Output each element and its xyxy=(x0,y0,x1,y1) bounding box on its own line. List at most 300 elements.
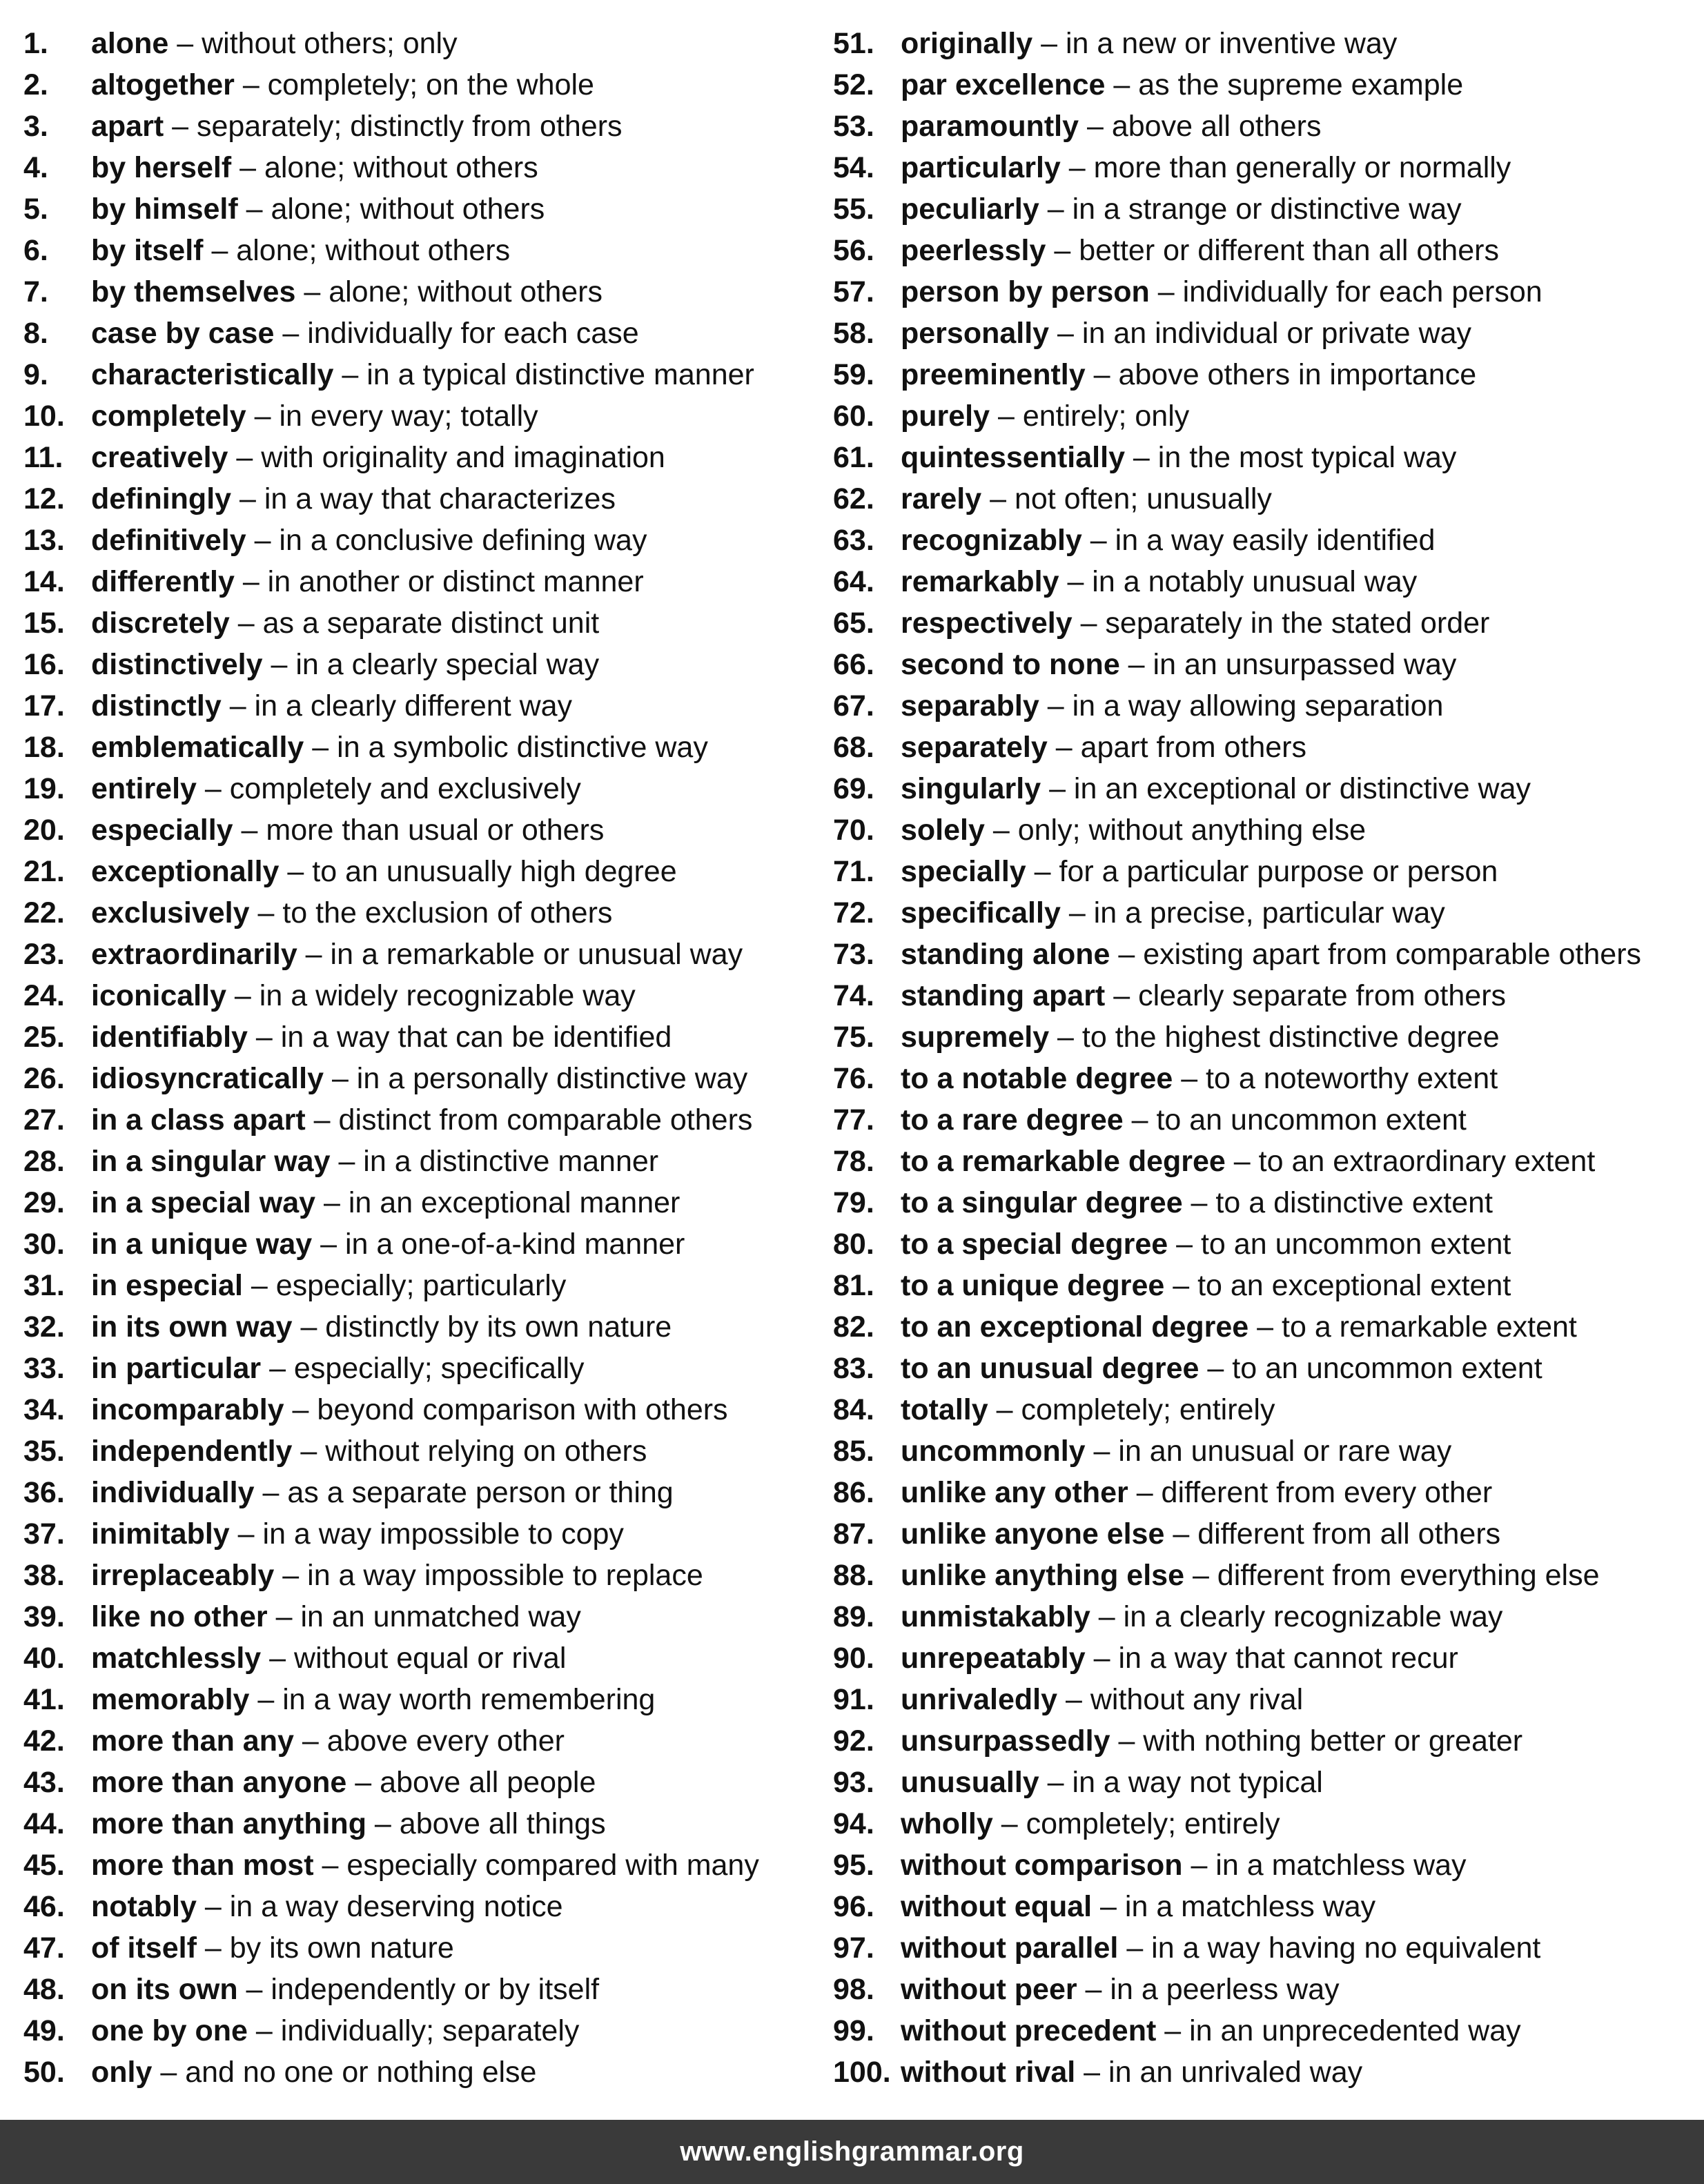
item-term: only xyxy=(91,2056,153,2089)
item-number: 67. xyxy=(833,689,874,722)
item-definition: – distinctly by its own nature xyxy=(292,1310,672,1344)
list-item xyxy=(833,271,1696,313)
list-item xyxy=(833,64,1696,106)
item-definition: – in a matchless way xyxy=(1092,1890,1376,1923)
item-number: 90. xyxy=(833,1642,874,1675)
list-item xyxy=(23,561,827,602)
item-number: 99. xyxy=(833,2014,874,2047)
item-term: without peer xyxy=(901,1973,1077,2006)
item-text xyxy=(901,313,1471,354)
list-item xyxy=(23,1927,827,1969)
list-item xyxy=(23,1058,827,1099)
item-term: by herself xyxy=(91,151,232,184)
item-text xyxy=(91,478,616,520)
item-term: solely xyxy=(901,814,985,847)
item-definition: – individually for each case xyxy=(274,317,639,350)
item-number: 54. xyxy=(833,151,874,184)
item-definition: – entirely; only xyxy=(990,400,1190,433)
item-definition: – separately; distinctly from others xyxy=(164,110,623,143)
item-text xyxy=(901,1596,1502,1637)
item-number: 65. xyxy=(833,607,874,640)
item-definition: – in a way having no equivalent xyxy=(1118,1931,1541,1965)
item-number: 37. xyxy=(23,1517,65,1551)
item-text xyxy=(91,188,545,230)
item-term: definingly xyxy=(91,482,232,515)
item-term: individually xyxy=(91,1476,255,1509)
item-term: to an exceptional degree xyxy=(901,1310,1249,1344)
list-item xyxy=(23,64,827,106)
list-item xyxy=(23,1430,827,1472)
item-term: exclusively xyxy=(91,896,250,929)
list-item xyxy=(23,975,827,1016)
item-text xyxy=(901,1223,1511,1265)
item-text xyxy=(91,395,538,437)
item-number: 36. xyxy=(23,1476,65,1509)
item-text xyxy=(91,934,743,975)
list-item xyxy=(23,768,827,809)
list-item xyxy=(23,934,827,975)
item-term: one by one xyxy=(91,2014,248,2047)
item-number: 12. xyxy=(23,482,65,515)
item-number: 69. xyxy=(833,772,874,805)
list-item xyxy=(23,602,827,644)
item-term: in its own way xyxy=(91,1310,293,1344)
list-item xyxy=(23,1513,827,1555)
item-text xyxy=(901,1637,1458,1679)
item-term: remarkably xyxy=(901,565,1059,598)
item-number: 81. xyxy=(833,1269,874,1302)
item-definition: – as a separate person or thing xyxy=(254,1476,674,1509)
item-text xyxy=(91,1265,566,1306)
item-text xyxy=(901,106,1321,147)
list-item xyxy=(23,2010,827,2052)
item-definition: – in a way impossible to copy xyxy=(229,1517,624,1551)
list-item xyxy=(23,1099,827,1141)
item-number: 92. xyxy=(833,1724,874,1758)
item-text xyxy=(91,271,603,313)
list-item xyxy=(23,2052,827,2093)
item-number: 85. xyxy=(833,1435,874,1468)
item-definition: – more than usual or others xyxy=(233,814,605,847)
item-text xyxy=(901,1389,1275,1430)
item-text xyxy=(901,271,1543,313)
item-term: unrivaledly xyxy=(901,1683,1058,1716)
item-definition: – in a way deserving notice xyxy=(196,1890,563,1923)
item-text xyxy=(901,1803,1280,1844)
list-item xyxy=(23,1389,827,1430)
footer-bar xyxy=(0,2120,1704,2184)
item-text xyxy=(901,1099,1467,1141)
list-item xyxy=(23,1141,827,1182)
item-text xyxy=(901,147,1511,188)
item-definition: – completely; entirely xyxy=(992,1807,1280,1840)
item-definition: – in a notably unusual way xyxy=(1059,565,1418,598)
item-term: paramountly xyxy=(901,110,1079,143)
item-text xyxy=(901,1016,1500,1058)
list-item xyxy=(833,1803,1696,1844)
list-item xyxy=(23,1637,827,1679)
item-definition: – to an uncommon extent xyxy=(1168,1228,1511,1261)
item-term: standing alone xyxy=(901,938,1110,971)
item-definition: – in a way impossible to replace xyxy=(274,1559,703,1592)
item-text xyxy=(91,1223,685,1265)
item-definition: – above all things xyxy=(366,1807,606,1840)
item-definition: – above all others xyxy=(1079,110,1322,143)
item-number: 29. xyxy=(23,1186,65,1219)
item-definition: – especially; specifically xyxy=(261,1352,585,1385)
item-number: 43. xyxy=(23,1766,65,1799)
item-text xyxy=(901,1720,1522,1762)
list-item xyxy=(833,1886,1696,1927)
item-definition: – existing apart from comparable others xyxy=(1110,938,1642,971)
item-term: in particular xyxy=(91,1352,262,1385)
item-definition: – in a peerless way xyxy=(1077,1973,1340,2006)
item-text xyxy=(901,1927,1540,1969)
item-number: 52. xyxy=(833,68,874,101)
item-number: 2. xyxy=(23,68,48,101)
list-item xyxy=(23,1720,827,1762)
item-definition: – apart from others xyxy=(1047,731,1306,764)
item-definition: – in a matchless way xyxy=(1182,1849,1467,1882)
list-item xyxy=(833,1596,1696,1637)
list-item xyxy=(833,354,1696,395)
item-term: preeminently xyxy=(901,358,1086,391)
list-item xyxy=(833,1348,1696,1389)
list-item xyxy=(23,271,827,313)
item-term: to a unique degree xyxy=(901,1269,1165,1302)
list-item xyxy=(833,1099,1696,1141)
item-number: 51. xyxy=(833,27,874,60)
item-definition: – in an unmatched way xyxy=(267,1600,581,1633)
list-item xyxy=(833,809,1696,851)
item-text xyxy=(901,1886,1375,1927)
list-item xyxy=(833,1513,1696,1555)
item-term: completely xyxy=(91,400,246,433)
item-text xyxy=(901,934,1641,975)
item-number: 16. xyxy=(23,648,65,681)
item-text xyxy=(91,1969,599,2010)
item-text xyxy=(901,561,1417,602)
item-number: 24. xyxy=(23,979,65,1012)
item-number: 63. xyxy=(833,524,874,557)
item-term: apart xyxy=(91,110,164,143)
item-term: separately xyxy=(901,731,1048,764)
item-text xyxy=(91,64,594,106)
item-number: 74. xyxy=(833,979,874,1012)
list-item xyxy=(23,644,827,685)
list-item xyxy=(23,1762,827,1803)
item-number: 83. xyxy=(833,1352,874,1385)
item-definition: – with nothing better or greater xyxy=(1110,1724,1523,1758)
item-definition: – in a conclusive defining way xyxy=(246,524,647,557)
list-item xyxy=(833,768,1696,809)
item-term: supremely xyxy=(901,1021,1050,1054)
item-term: unlike any other xyxy=(901,1476,1128,1509)
item-definition: – distinct from comparable others xyxy=(305,1103,753,1137)
item-term: without rival xyxy=(901,2056,1076,2089)
item-text xyxy=(901,851,1498,892)
item-text xyxy=(901,1141,1595,1182)
list-item xyxy=(833,313,1696,354)
item-term: more than any xyxy=(91,1724,294,1758)
list-item xyxy=(23,1306,827,1348)
list-item xyxy=(833,230,1696,271)
item-number: 20. xyxy=(23,814,65,847)
item-text xyxy=(91,1472,674,1513)
item-number: 28. xyxy=(23,1145,65,1178)
list-item xyxy=(833,1306,1696,1348)
item-term: distinctly xyxy=(91,689,222,722)
item-definition: – in a clearly recognizable way xyxy=(1090,1600,1503,1633)
item-number: 78. xyxy=(833,1145,874,1178)
list-item xyxy=(23,1348,827,1389)
item-term: extraordinarily xyxy=(91,938,297,971)
item-number: 80. xyxy=(833,1228,874,1261)
item-term: emblematically xyxy=(91,731,304,764)
item-term: like no other xyxy=(91,1600,268,1633)
item-term: totally xyxy=(901,1393,988,1426)
item-number: 84. xyxy=(833,1393,874,1426)
item-text xyxy=(91,1720,565,1762)
item-term: to a rare degree xyxy=(901,1103,1124,1137)
item-number: 5. xyxy=(23,193,48,226)
list-item xyxy=(833,23,1696,64)
item-term: case by case xyxy=(91,317,275,350)
item-text xyxy=(901,1348,1543,1389)
item-term: without comparison xyxy=(901,1849,1183,1882)
item-term: in a class apart xyxy=(91,1103,306,1137)
item-definition: – especially compared with many xyxy=(313,1849,759,1882)
item-definition: – in a remarkable or unusual way xyxy=(297,938,743,971)
item-term: rarely xyxy=(901,482,982,515)
list-item xyxy=(23,727,827,768)
item-text xyxy=(901,892,1445,934)
list-item xyxy=(23,1844,827,1886)
item-term: particularly xyxy=(901,151,1061,184)
item-number: 33. xyxy=(23,1352,65,1385)
footer-url[interactable]: www.englishgrammar.org xyxy=(680,2136,1024,2167)
item-number: 95. xyxy=(833,1849,874,1882)
item-term: respectively xyxy=(901,607,1073,640)
list-item xyxy=(833,106,1696,147)
item-text xyxy=(91,851,677,892)
item-definition: – without equal or rival xyxy=(261,1642,567,1675)
item-term: more than most xyxy=(91,1849,314,1882)
list-item xyxy=(23,520,827,561)
item-term: separably xyxy=(901,689,1039,722)
item-term: characteristically xyxy=(91,358,334,391)
list-item xyxy=(833,727,1696,768)
item-number: 46. xyxy=(23,1890,65,1923)
item-number: 48. xyxy=(23,1973,65,2006)
item-number: 88. xyxy=(833,1559,874,1592)
list-item xyxy=(833,1016,1696,1058)
item-text xyxy=(91,2052,536,2093)
item-definition: – in the most typical way xyxy=(1124,441,1457,474)
item-definition: – completely; entirely xyxy=(988,1393,1275,1426)
item-text xyxy=(91,1099,752,1141)
item-term: specifically xyxy=(901,896,1061,929)
item-definition: – individually for each person xyxy=(1149,275,1543,308)
item-definition: – alone; without others xyxy=(237,193,545,226)
item-number: 25. xyxy=(23,1021,65,1054)
item-text xyxy=(901,1472,1492,1513)
list-item xyxy=(833,1430,1696,1472)
item-definition: – in a symbolic distinctive way xyxy=(304,731,708,764)
list-item xyxy=(833,1762,1696,1803)
item-text xyxy=(901,1430,1451,1472)
item-definition: – in a precise, particular way xyxy=(1060,896,1445,929)
item-text xyxy=(91,230,510,271)
item-definition: – to an unusually high degree xyxy=(279,855,677,888)
item-number: 68. xyxy=(833,731,874,764)
item-definition: – in a clearly different way xyxy=(221,689,573,722)
item-number: 57. xyxy=(833,275,874,308)
item-number: 8. xyxy=(23,317,48,350)
item-text xyxy=(901,1513,1500,1555)
item-number: 41. xyxy=(23,1683,65,1716)
item-definition: – by its own nature xyxy=(196,1931,454,1965)
item-definition: – in a distinctive manner xyxy=(330,1145,659,1178)
item-definition: – in a way that characterizes xyxy=(231,482,616,515)
item-definition: – to an uncommon extent xyxy=(1199,1352,1543,1385)
item-definition: – to an uncommon extent xyxy=(1123,1103,1467,1137)
item-number: 9. xyxy=(23,358,48,391)
item-term: entirely xyxy=(91,772,197,805)
item-definition: – not often; unusually xyxy=(981,482,1272,515)
list-item xyxy=(833,188,1696,230)
item-text xyxy=(91,561,644,602)
list-item xyxy=(23,437,827,478)
item-text xyxy=(901,1679,1303,1720)
item-term: more than anything xyxy=(91,1807,366,1840)
list-item xyxy=(833,1389,1696,1430)
item-number: 70. xyxy=(833,814,874,847)
item-text xyxy=(91,1389,728,1430)
list-item xyxy=(833,478,1696,520)
item-text xyxy=(901,188,1462,230)
item-text xyxy=(91,768,581,809)
list-item xyxy=(833,685,1696,727)
item-definition: – clearly separate from others xyxy=(1105,979,1507,1012)
list-item xyxy=(833,644,1696,685)
item-text xyxy=(91,437,665,478)
item-term: unlike anything else xyxy=(901,1559,1184,1592)
item-number: 91. xyxy=(833,1683,874,1716)
item-term: second to none xyxy=(901,648,1120,681)
list-item xyxy=(23,1886,827,1927)
item-definition: – in every way; totally xyxy=(246,400,538,433)
list-item xyxy=(23,1265,827,1306)
item-definition: – completely; on the whole xyxy=(234,68,594,101)
item-text xyxy=(901,768,1531,809)
item-number: 35. xyxy=(23,1435,65,1468)
item-definition: – to a distinctive extent xyxy=(1182,1186,1493,1219)
item-text xyxy=(901,354,1476,395)
list-item xyxy=(833,1265,1696,1306)
item-definition: – to a noteworthy extent xyxy=(1173,1062,1498,1095)
item-definition: – as a separate distinct unit xyxy=(229,607,600,640)
item-text xyxy=(91,1679,655,1720)
item-number: 3. xyxy=(23,110,48,143)
item-number: 31. xyxy=(23,1269,65,1302)
item-definition: – in a one-of-a-kind manner xyxy=(312,1228,685,1261)
list-item xyxy=(23,1016,827,1058)
item-number: 45. xyxy=(23,1849,65,1882)
item-number: 1. xyxy=(23,27,48,60)
item-text xyxy=(901,602,1489,644)
item-text xyxy=(901,685,1443,727)
item-term: to a special degree xyxy=(901,1228,1168,1261)
list-item xyxy=(833,602,1696,644)
item-text xyxy=(901,1182,1493,1223)
item-text xyxy=(901,809,1366,851)
item-number: 97. xyxy=(833,1931,874,1965)
list-item xyxy=(833,1555,1696,1596)
list-item xyxy=(833,147,1696,188)
item-text xyxy=(91,975,636,1016)
item-definition: – without any rival xyxy=(1057,1683,1304,1716)
list-item xyxy=(23,1679,827,1720)
item-number: 42. xyxy=(23,1724,65,1758)
item-definition: – alone; without others xyxy=(295,275,603,308)
item-definition: – beyond comparison with others xyxy=(284,1393,728,1426)
item-term: definitively xyxy=(91,524,246,557)
item-text xyxy=(901,1844,1467,1886)
item-definition: – different from every other xyxy=(1128,1476,1493,1509)
list-item xyxy=(833,1720,1696,1762)
list-item xyxy=(833,437,1696,478)
list-item xyxy=(23,106,827,147)
item-text xyxy=(91,809,604,851)
item-definition: – in a way that cannot recur xyxy=(1085,1642,1458,1675)
item-text xyxy=(91,1016,672,1058)
list-item xyxy=(833,1223,1696,1265)
item-definition: – in an exceptional manner xyxy=(315,1186,680,1219)
list-item xyxy=(23,1472,827,1513)
item-term: to an unusual degree xyxy=(901,1352,1199,1385)
item-number: 60. xyxy=(833,400,874,433)
item-text xyxy=(901,1762,1323,1803)
item-number: 89. xyxy=(833,1600,874,1633)
item-definition: – in a typical distinctive manner xyxy=(333,358,754,391)
item-number: 100. xyxy=(833,2056,891,2089)
item-term: irreplaceably xyxy=(91,1559,275,1592)
item-definition: – in a way that can be identified xyxy=(247,1021,672,1054)
item-definition: – different from everything else xyxy=(1184,1559,1600,1592)
item-term: personally xyxy=(901,317,1050,350)
list-item xyxy=(833,2010,1696,2052)
item-definition: – especially; particularly xyxy=(242,1269,567,1302)
list-item xyxy=(833,1141,1696,1182)
item-number: 10. xyxy=(23,400,65,433)
item-definition: – without relying on others xyxy=(292,1435,647,1468)
item-text xyxy=(91,313,639,354)
item-text xyxy=(91,2010,579,2052)
item-text xyxy=(91,602,599,644)
item-text xyxy=(91,1803,606,1844)
list-item xyxy=(833,1637,1696,1679)
item-term: by itself xyxy=(91,234,204,267)
list-item xyxy=(23,892,827,934)
item-definition: – in an exceptional or distinctive way xyxy=(1041,772,1531,805)
item-term: peerlessly xyxy=(901,234,1046,267)
item-text xyxy=(901,2010,1521,2052)
item-term: by themselves xyxy=(91,275,296,308)
item-number: 76. xyxy=(833,1062,874,1095)
item-number: 34. xyxy=(23,1393,65,1426)
item-number: 55. xyxy=(833,193,874,226)
